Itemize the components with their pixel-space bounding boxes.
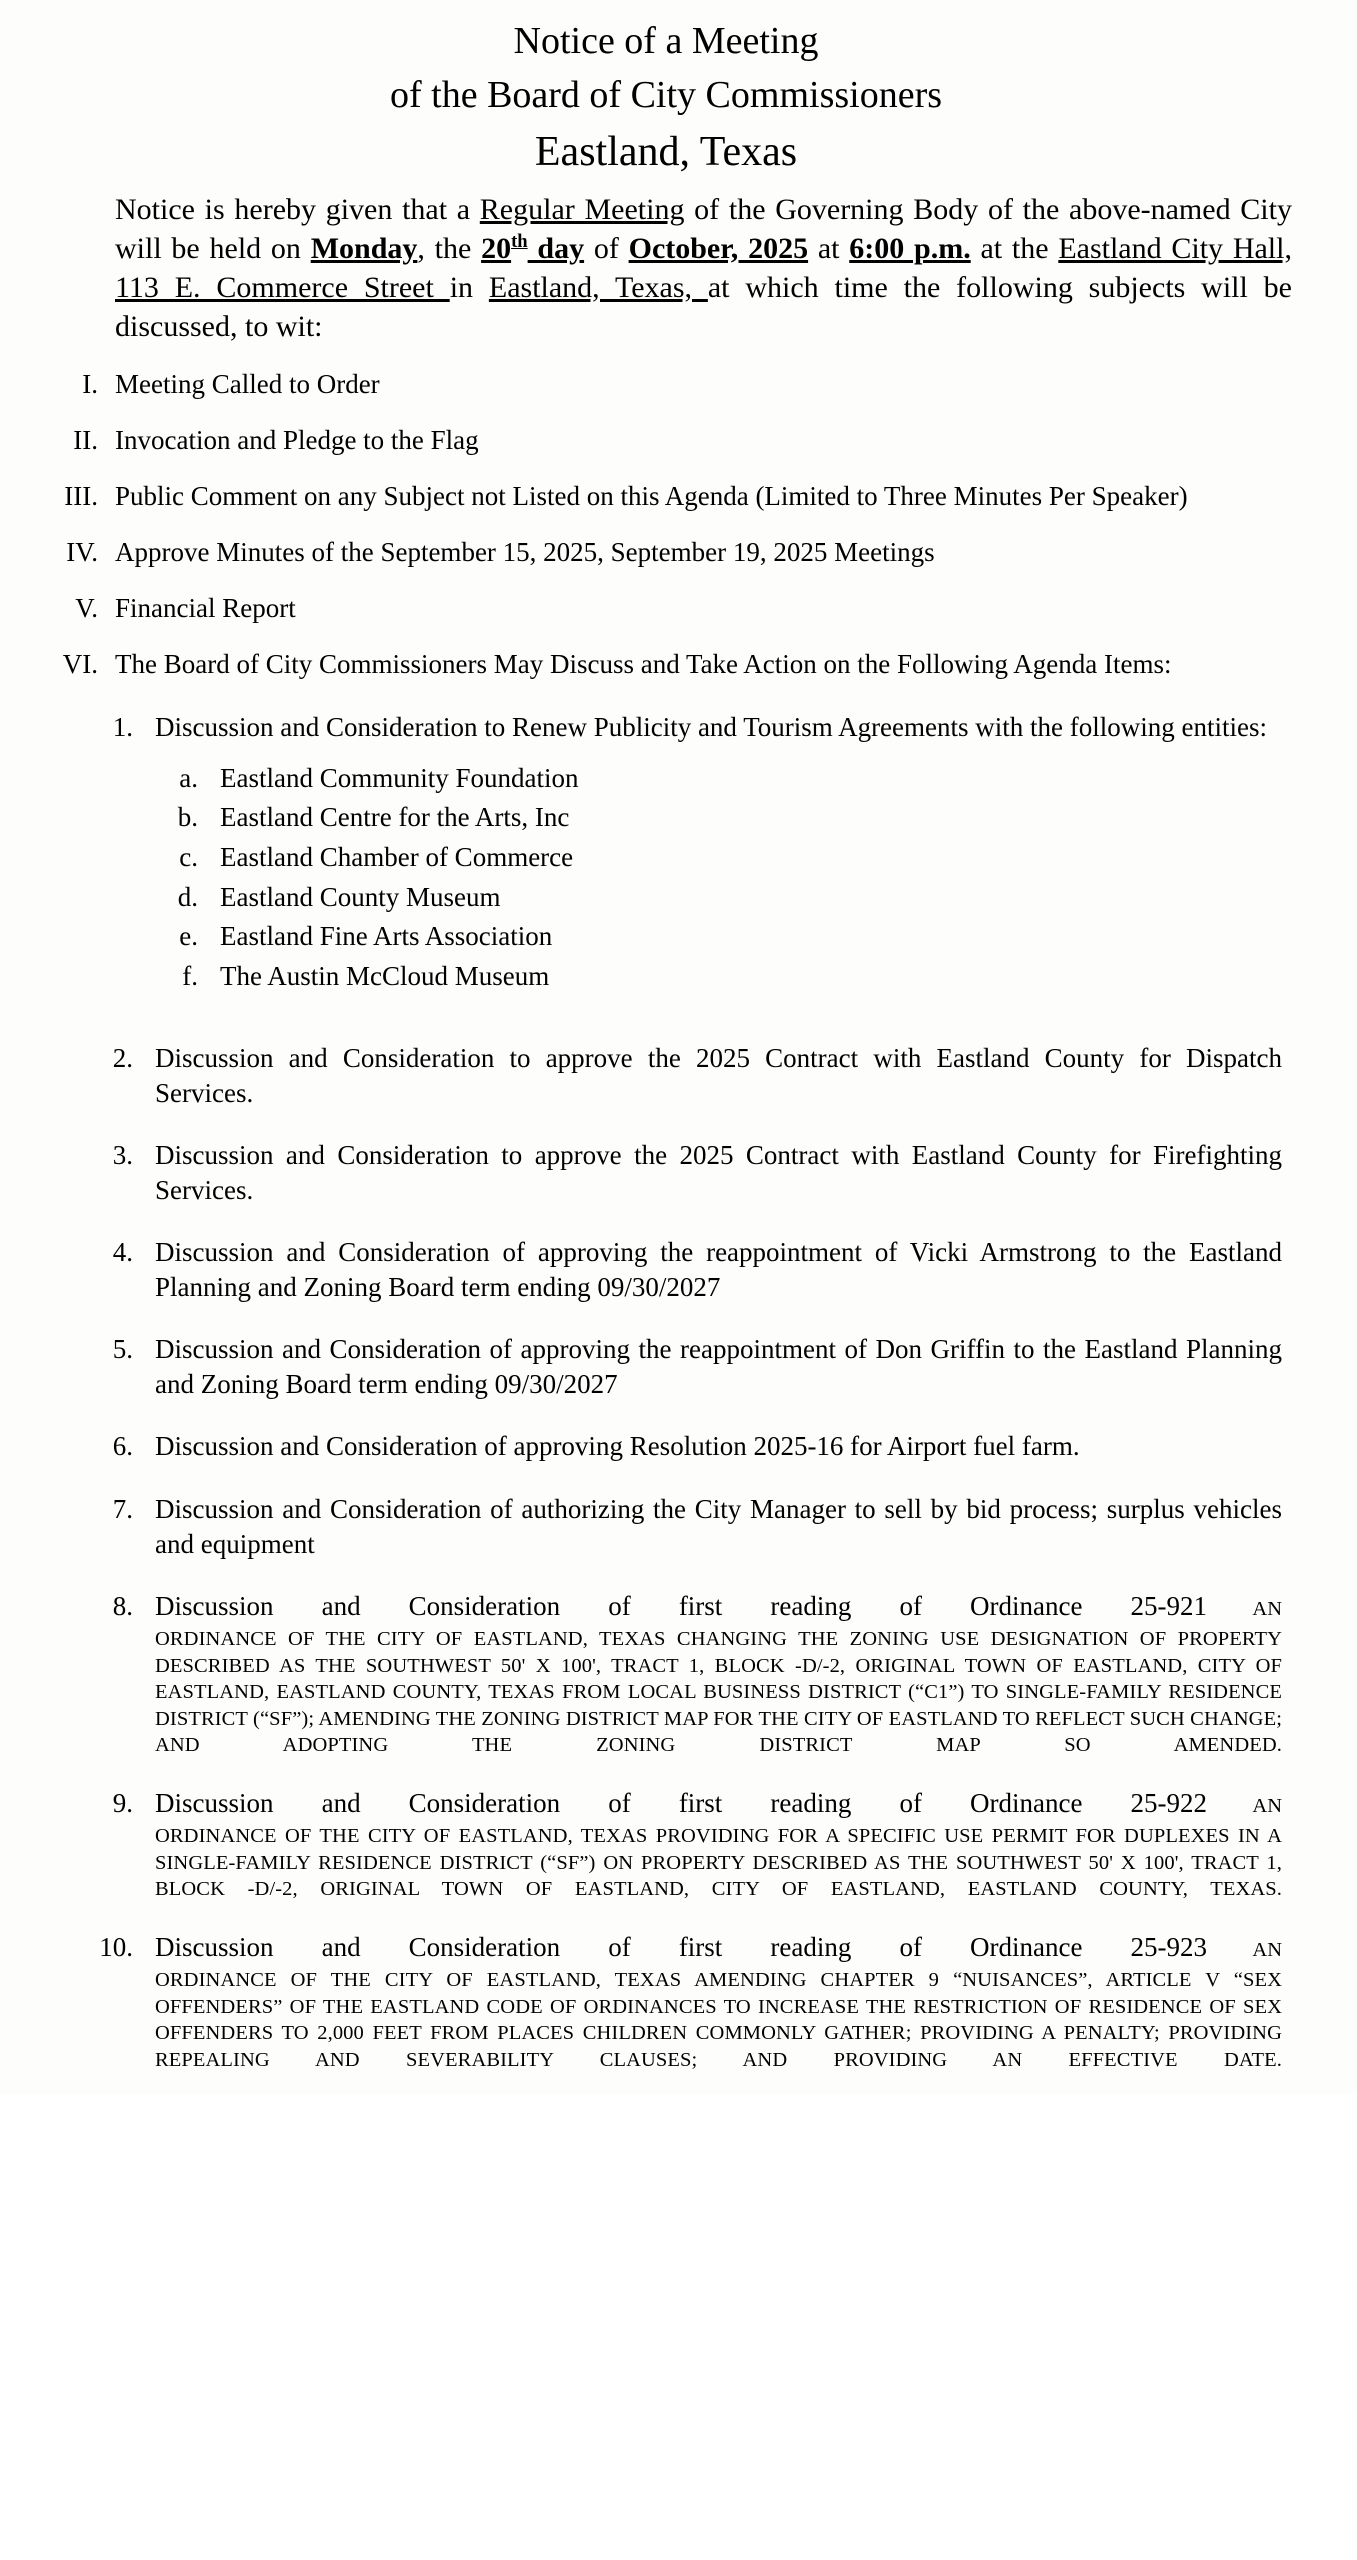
agenda-section-numeral: VI. <box>62 649 98 680</box>
agenda-item-text: Discussion and Consideration of authorizing the City Manager to sell by bid process; surplus vehicles and equipment <box>155 1493 1282 1559</box>
agenda-section <box>30 367 1302 402</box>
agenda-item-text <box>155 1589 1302 1759</box>
ordinance-lead: AN <box>1207 1795 1283 1818</box>
meeting-date-number: 20 <box>481 231 512 265</box>
agenda-subitem <box>30 838 1302 878</box>
meeting-date-ordinal: th <box>511 230 528 252</box>
meeting-time: 6:00 p.m. <box>849 231 971 265</box>
agenda-item <box>30 1332 1302 1402</box>
meeting-type: Regular Meeting <box>479 192 685 226</box>
agenda-item-number: 8. <box>112 1590 133 1621</box>
meeting-date-day-word: day <box>527 231 585 265</box>
agenda-subitem <box>30 878 1302 918</box>
agenda-section-text: Financial Report <box>115 593 296 624</box>
agenda-section-text: Approve Minutes of the September 15, 2025, September 19, 2025 Meetings <box>115 537 935 568</box>
agenda-section <box>30 423 1302 458</box>
agenda-subitem <box>30 759 1302 799</box>
agenda-item-text: Discussion and Consideration of approving Resolution 2025-16 for Airport fuel farm. <box>155 1431 1080 1462</box>
agenda-subitem-letter: c. <box>179 841 198 872</box>
agenda-item-text <box>155 1786 1302 1903</box>
page-title-line-3: Eastland, Texas <box>534 128 798 175</box>
agenda-subitem-letter: b. <box>177 802 198 833</box>
intro-part-5: at <box>808 231 850 265</box>
meeting-location: Eastland City Hall, 113 E. Commerce Street <box>115 231 1292 304</box>
agenda-subitem <box>30 917 1302 957</box>
agenda-item <box>30 1138 1302 1208</box>
ordinance-heading: Discussion and Consideration of first reading of Ordinance 25-922 <box>155 1788 1208 1819</box>
agenda-subitem-text: Eastland Fine Arts Association <box>220 921 553 952</box>
agenda-item-text: Discussion and Consideration to approve the 2025 Contract with Eastland County for Dispatch Services. <box>155 1042 1282 1108</box>
agenda-subitem-letter: e. <box>179 921 198 952</box>
agenda-subitem-list <box>30 759 1302 997</box>
page-title-line-2: of the Board of City Commissioners <box>389 74 943 117</box>
agenda-subitem-letter: f. <box>182 961 198 992</box>
agenda-item <box>30 1492 1302 1562</box>
intro-part-8: at which time the following subjects will be discussed, to wit: <box>115 270 1292 343</box>
agenda-item-number: 5. <box>112 1334 133 1365</box>
agenda-section-text: Meeting Called to Order <box>115 368 380 399</box>
agenda-subitem <box>30 957 1302 997</box>
ordinance-lead: AN <box>1207 1939 1283 1962</box>
agenda-item-number: 7. <box>112 1493 133 1524</box>
agenda-section-numeral: I. <box>82 368 98 399</box>
agenda-item <box>30 1429 1302 1464</box>
intro-part-6: at the <box>970 231 1059 265</box>
agenda-section <box>30 479 1302 514</box>
agenda-section-text: The Board of City Commissioners May Discuss and Take Action on the Following Agenda Items: <box>115 649 1172 680</box>
agenda-subitem-letter: a. <box>179 762 198 793</box>
agenda-item-text: Discussion and Consideration of approving the reappointment of Vicki Armstrong to the Eastland Planning and Zoning Board term ending 09/30/2027 <box>155 1237 1282 1303</box>
intro-part-4: of <box>584 231 629 265</box>
ordinance-heading-line <box>155 1786 1282 1821</box>
agenda-item-text <box>155 1930 1302 2074</box>
agenda-section-text: Invocation and Pledge to the Flag <box>115 425 479 456</box>
ordinance-heading-line <box>155 1930 1282 1965</box>
intro-part-7: in <box>449 270 489 304</box>
agenda-subitem-text: Eastland Centre for the Arts, Inc <box>220 802 570 833</box>
ordinance-heading-line <box>155 1589 1282 1624</box>
agenda-section-text: Public Comment on any Subject not Listed on this Agenda (Limited to Three Minutes Per Speaker) <box>115 481 1188 512</box>
agenda-subitem <box>30 798 1302 838</box>
agenda-subitem-text: Eastland Community Foundation <box>220 762 579 793</box>
agenda-item-number: 10. <box>99 1932 133 1963</box>
agenda-item <box>30 1589 1302 1759</box>
meeting-month-year: October, 2025 <box>628 231 809 265</box>
agenda-subitem-text: Eastland County Museum <box>220 881 501 912</box>
agenda-subitem-text: Eastland Chamber of Commerce <box>220 841 574 872</box>
agenda-item-text: Discussion and Consideration to approve the 2025 Contract with Eastland County for Firefighting Services. <box>155 1139 1282 1206</box>
intro-part-2: of the Governing Body of the above-named City will be held on <box>115 192 1292 265</box>
agenda-item <box>30 1786 1302 1903</box>
ordinance-body: ORDINANCE OF THE CITY OF EASTLAND, TEXAS PROVIDING FOR A SPECIFIC USE PERMIT FOR DUPLEXES IN A SINGLE-FAMILY RESIDENCE DISTRICT (“SF”) ON PROPERTY DESCRIBED AS THE SOUTHWEST 50' X 100', TRACT 1, BLOCK -D/-2, ORIGINAL TOWN OF EASTLAND, CITY OF EASTLAND, EASTLAND COUNTY, TEXAS. <box>155 1825 1282 1901</box>
ordinance-lead: AN <box>1207 1597 1283 1620</box>
agenda-section-numeral: IV. <box>66 537 98 568</box>
ordinance-heading: Discussion and Consideration of first reading of Ordinance 25-921 <box>155 1590 1208 1621</box>
meeting-notice-paragraph <box>30 190 1302 346</box>
ordinance-body: ORDINANCE OF THE CITY OF EASTLAND, TEXAS CHANGING THE ZONING USE DESIGNATION OF PROPERTY DESCRIBED AS THE SOUTHWEST 50' X 100', TRACT 1, BLOCK -D/-2, ORIGINAL TOWN OF EASTLAND, CITY OF EASTLAND, EASTLAND COUNTY, TEXAS FROM LOCAL BUSINESS DISTRICT (“C1”) TO SINGLE-FAMILY RESIDENCE DISTRICT (“SF”); AMENDING THE ZONING DISTRICT MAP FOR THE CITY OF EASTLAND TO REFLECT SUCH CHANGE; AND ADOPTING THE ZONING DISTRICT MAP SO AMENDED. <box>155 1627 1282 1757</box>
agenda-section-numeral: III. <box>64 481 98 512</box>
agenda-item-text: Discussion and Consideration to Renew Publicity and Tourism Agreements with the following entities: <box>155 711 1267 742</box>
agenda-section-numeral: V. <box>75 593 98 624</box>
agenda-subitem-text: The Austin McCloud Museum <box>220 961 550 992</box>
agenda-item-number: 4. <box>112 1237 133 1268</box>
agenda-item-number: 2. <box>112 1042 133 1073</box>
agenda-item-number: 6. <box>112 1431 133 1462</box>
meeting-day: Monday <box>310 231 418 265</box>
agenda-section <box>30 647 1302 682</box>
document-title-block <box>30 18 1302 178</box>
agenda-item-number: 3. <box>112 1139 133 1170</box>
agenda-item-number: 1. <box>112 711 133 742</box>
agenda-item <box>30 1041 1302 1111</box>
meeting-city-state: Eastland, Texas, <box>488 270 708 304</box>
agenda-section <box>30 535 1302 570</box>
agenda-section-numeral: II. <box>73 425 98 456</box>
agenda-item <box>30 1235 1302 1305</box>
intro-part-3: , the <box>417 231 482 265</box>
agenda-item <box>30 1930 1302 2074</box>
agenda-item-number: 9. <box>112 1788 133 1819</box>
ordinance-body: ORDINANCE OF THE CITY OF EASTLAND, TEXAS AMENDING CHAPTER 9 “NUISANCES”, ARTICLE V “SEX OFFENDERS” OF THE EASTLAND CODE OF ORDINANCES TO INCREASE THE RESTRICTION OF RESIDENCE OF SEX OFFENDERS TO 2,000 FEET FROM PLACES CHILDREN COMMONLY GATHER; PROVIDING A PENALTY; PROVIDING REPEALING AND SEVERABILITY CLAUSES; AND PROVIDING AN EFFECTIVE DATE. <box>155 1969 1282 2072</box>
agenda-item-text: Discussion and Consideration of approving the reappointment of Don Griffin to the Eastland Planning and Zoning Board term ending 09/30/2027 <box>155 1334 1282 1400</box>
intro-part-1: Notice is hereby given that a <box>115 192 480 226</box>
ordinance-heading: Discussion and Consideration of first reading of Ordinance 25-923 <box>155 1932 1208 1963</box>
page-title-line-1: Notice of a Meeting <box>513 20 819 62</box>
agenda-section <box>30 591 1302 626</box>
agenda-subitem-letter: d. <box>177 881 198 912</box>
agenda-item <box>30 710 1302 745</box>
